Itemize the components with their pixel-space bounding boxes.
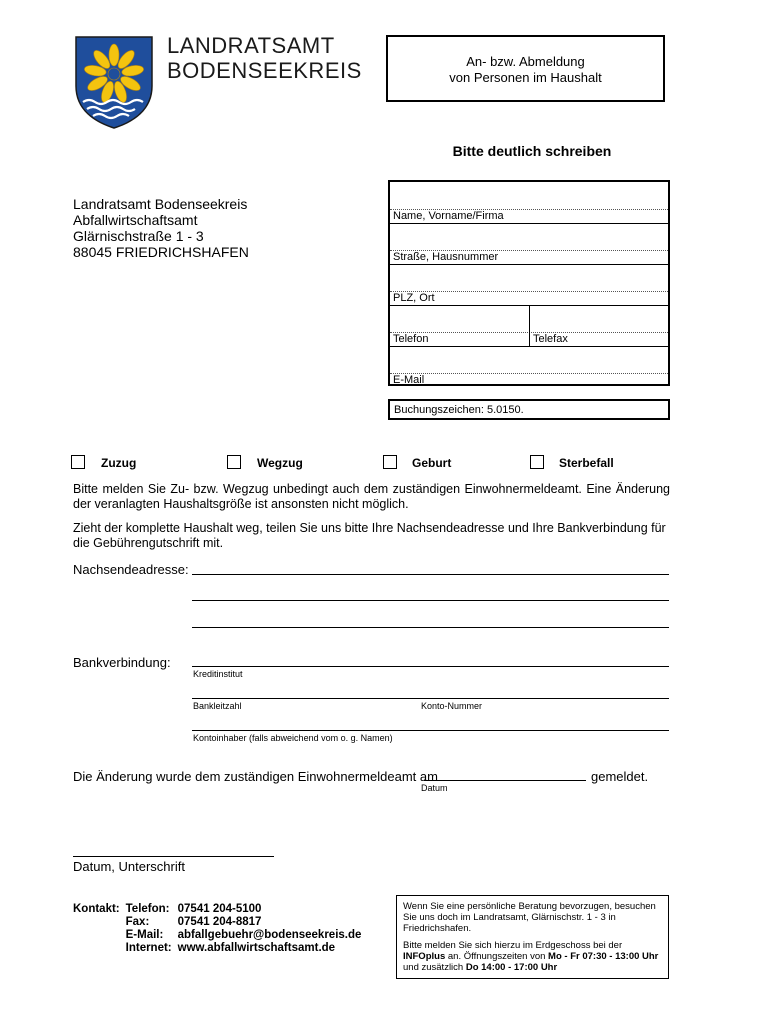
personal-data-form — [388, 180, 670, 386]
address-line1: Landratsamt Bodenseekreis — [73, 196, 248, 212]
signature-line[interactable] — [73, 856, 274, 857]
name-field-label: Name, Vorname/Firma — [393, 210, 504, 222]
organization-name — [167, 33, 362, 83]
city-field-label: PLZ, Ort — [393, 292, 435, 304]
address-line2: Abfallwirtschaftsamt — [73, 212, 198, 228]
form-title-box — [386, 35, 665, 102]
contact-phone-key: Telefon: — [125, 903, 170, 915]
contact-block — [73, 903, 367, 955]
email-field-label: E-Mail — [393, 374, 425, 386]
wegzug-checkbox[interactable] — [227, 455, 241, 469]
address-line3: Glärnischstraße 1 - 3 — [73, 228, 204, 244]
contact-fax-value: 07541 204-8817 — [177, 916, 262, 928]
signature-label: Datum, Unterschrift — [73, 859, 185, 874]
geburt-label: Geburt — [412, 456, 452, 470]
geburt-checkbox[interactable] — [383, 455, 397, 469]
city-field[interactable] — [390, 264, 668, 306]
change-reported-suffix: gemeldet. — [591, 769, 649, 784]
forwarding-address-label: Nachsendeadresse: — [73, 562, 189, 577]
bank-code-account-line[interactable] — [192, 698, 669, 699]
fax-field[interactable] — [530, 305, 668, 346]
phone-fax-row — [390, 305, 668, 347]
zuzug-checkbox[interactable] — [71, 455, 85, 469]
info-hours-conjunction: und zusätzlich — [403, 962, 466, 973]
contact-web-key: Internet: — [125, 942, 172, 954]
form-title-line1: An- bzw. Abmeldung — [466, 54, 585, 69]
coat-of-arms-logo — [73, 34, 155, 130]
org-name-line1: LANDRATSAMT — [167, 33, 335, 58]
contact-fax-key: Fax: — [125, 916, 150, 928]
contact-heading: Kontakt: — [73, 903, 120, 915]
info-desk-name: INFOplus — [403, 951, 446, 962]
forwarding-instructions: Zieht der komplette Haushalt weg, teilen Sie uns bitte Ihre Nachsendeadresse und Ihre Bankverbindung für die Gebührengutschrift mit. — [73, 521, 666, 550]
bank-details-label: Bankverbindung: — [73, 655, 171, 670]
info-hours-intro: Bitte melden Sie sich hierzu im Erdgeschoss bei der — [403, 940, 623, 951]
info-weekday-hours: Mo - Fr 07:30 - 13:00 Uhr — [548, 951, 659, 962]
info-thursday-hours: Do 14:00 - 17:00 Uhr — [465, 962, 558, 973]
contact-phone-value: 07541 204-5100 — [177, 903, 262, 915]
contact-email-value[interactable]: abfallgebuehr@bodenseekreis.de — [177, 929, 362, 941]
phone-field[interactable] — [390, 305, 530, 346]
bank-name-label: Kreditinstitut — [193, 669, 243, 679]
info-hours-middle: an. Öffnungszeiten von — [445, 951, 549, 962]
fax-field-label: Telefax — [533, 333, 568, 345]
booking-reference: Buchungszeichen: 5.0150. — [388, 399, 670, 420]
report-date-label: Datum — [421, 783, 448, 793]
bank-code-label: Bankleitzahl — [193, 701, 242, 711]
sterbefall-checkbox[interactable] — [530, 455, 544, 469]
forwarding-address-line-2[interactable] — [192, 600, 669, 601]
wegzug-label: Wegzug — [257, 456, 303, 470]
bank-name-line[interactable] — [192, 666, 669, 667]
info-consultation-text: Wenn Sie eine persönliche Beratung bevorzugen, besuchen Sie uns doch im Landratsamt, Glärnischstr. 1 - 3 in Friedrichshafen. — [403, 901, 656, 934]
street-field-label: Straße, Hausnummer — [393, 251, 499, 263]
account-holder-label: Kontoinhaber (falls abweichend vom o. g. Namen) — [193, 733, 393, 743]
forwarding-address-line-1[interactable] — [192, 574, 669, 575]
change-reported-prefix: Die Änderung wurde dem zuständigen Einwohnermeldeamt am — [73, 769, 438, 784]
info-hours-text — [403, 940, 662, 973]
name-field[interactable] — [390, 182, 668, 224]
sterbefall-label: Sterbefall — [559, 456, 614, 470]
org-name-line2: BODENSEEKREIS — [167, 58, 362, 83]
report-date-line[interactable] — [424, 780, 586, 781]
form-title-line2: von Personen im Haushalt — [449, 70, 602, 85]
address-line4: 88045 FRIEDRICHSHAFEN — [73, 244, 249, 260]
contact-email-key: E-Mail: — [125, 929, 164, 941]
info-box — [396, 895, 669, 979]
email-field[interactable] — [390, 346, 668, 387]
write-clearly-hint: Bitte deutlich schreiben — [452, 143, 612, 159]
zuzug-label: Zuzug — [101, 456, 137, 470]
street-field[interactable] — [390, 223, 668, 265]
phone-field-label: Telefon — [393, 333, 429, 345]
account-number-label: Konto-Nummer — [421, 701, 483, 711]
notice-paragraph: Bitte melden Sie Zu- bzw. Wegzug unbedingt auch dem zuständigen Einwohnermeldeamt. Eine Änderung der veranlagten Haushaltsgröße ist ansonsten nicht möglich. — [73, 482, 670, 511]
forwarding-address-line-3[interactable] — [192, 627, 669, 628]
contact-web-value[interactable]: www.abfallwirtschaftsamt.de — [177, 942, 336, 954]
account-holder-line[interactable] — [192, 730, 669, 731]
recipient-address — [73, 196, 249, 260]
